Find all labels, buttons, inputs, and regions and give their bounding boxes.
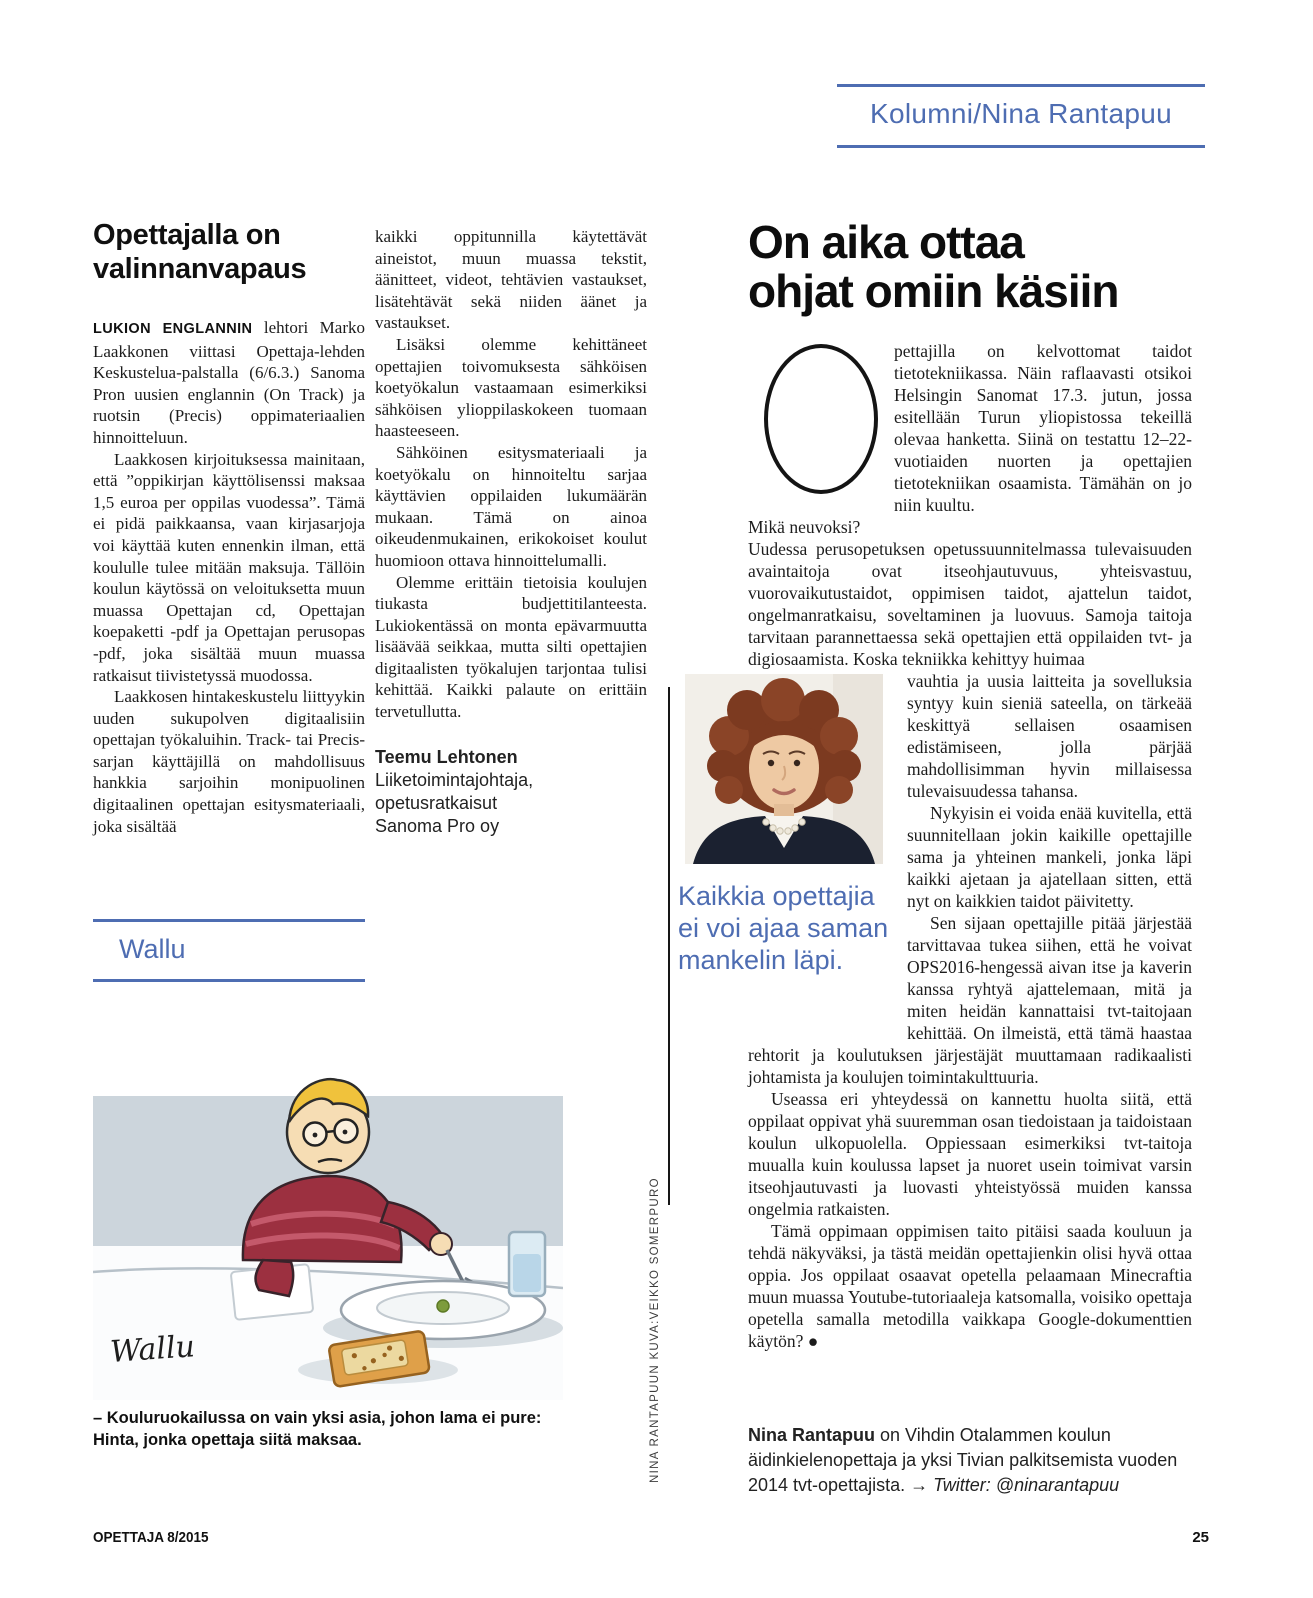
- left-article-paragraph: Olemme erittäin tietoisia koulujen tiukasta budjettitilanteesta. Lukiokentässä on monta epävarmuutta lisäävää seikkaa, mutta silti opettajien digitaalisten työkalujen tarjontaa tulisi kehittää. Kaikki palaute on erittäin tervetullutta.: [375, 572, 647, 722]
- paragraph-text: lehtori Marko Laakkonen viittasi Opettaja-lehden Keskustelua-palstalla (6/6.3.) Sanoma Pron uusien englannin (On Track) ja ruotsin (Precis) oppimateriaalien hinnoitteluun.: [93, 318, 366, 447]
- magazine-issue-label: OPETTAJA 8/2015: [93, 1529, 209, 1546]
- title-line: On aika ottaa: [748, 216, 1024, 268]
- signature-block: [375, 746, 647, 838]
- dropcap-o: [764, 344, 878, 494]
- wallu-label: Wallu: [119, 934, 186, 964]
- man-arm: [256, 1260, 294, 1296]
- author-bio: [748, 1423, 1200, 1498]
- page-number: 25: [1192, 1529, 1209, 1546]
- column-article-title: [748, 218, 1192, 316]
- column-paragraph: pettajilla on kelvottomat taidot tietotekniikassa. Näin raflaavasti otsikoi Helsingin Sanomat 17.3. jutun, jossa esitellään Turun yliopistossa tekeillä olevaa hanketta. Siinä on testattu 12–22-vuotiaiden nuorten ja opettajien tietotekniikan osaamista. Tämähän on jo niin kuultu.: [894, 341, 1192, 515]
- dropcap-section: [678, 340, 1192, 538]
- glasses-bridge: [326, 1131, 335, 1132]
- man-eye: [343, 1130, 348, 1135]
- kicker-label: Kolumni/Nina Rantapuu: [869, 98, 1173, 129]
- bio-text: on Vihdin Otalammen koulun äidinkielenopettaja ja yksi Tivian palkitsemista vuoden 2014 tvt-opettajista.: [748, 1425, 1178, 1495]
- wallu-section-header: [93, 919, 365, 982]
- signature-line: opetusratkaisut: [375, 792, 498, 813]
- cartoon-caption: [93, 1407, 563, 1451]
- bio-author-name: Nina Rantapuu: [748, 1425, 876, 1445]
- signature-line: Liiketoimintajohtaja,: [375, 769, 534, 790]
- left-article-column-2: [375, 226, 647, 838]
- column-paragraph: Sen sijaan opettajille pitää järjestää tarvittavaa tukea siihen, että he voivat OPS2016-hengessä aivan itse ja kaverin kanssa ryhtyä ajattelemaan, mitä ja miten heidän kannattaisi tvt-taitojaan kehittää. On ilmeistä, että tämä haastaa rehtorit ja koulutuksen järjestäjät muuttamaan radikaalisti johtamista ja koulujen toimintakulttuuria.: [748, 913, 1192, 1087]
- left-article-title: Opettajalla on valinnanvapaus: [93, 219, 307, 285]
- cartoonist-signature: Wallu: [109, 1329, 196, 1370]
- arrow-icon: →: [910, 1475, 934, 1495]
- left-article-paragraph: kaikki oppitunnilla käytettävät aineistot, muun muassa tekstit, äänitteet, videot, tehtävien vastaukset, lisätehtävät sekä niiden äänet ja vastaukset.: [375, 227, 647, 333]
- left-article-paragraph: Laakkosen kirjoituksessa mainitaan, että ”oppikirjan käyttölisenssi maksaa 1,5 euroa per oppilas vuodessa”. Tämä ei pidä paikkaansa, vaan kirjasarjoja voi käyttää kuten ennenkin ilman, että koululle tulee mitään maksuja. Tällöin koulun käytössä on veloituksetta muun muassa Opettajan cd, Opettajan koepaketti -pdf ja Opettajan perusopas -pdf, joka sisältää muun muassa ratkaisut tiivistetyssä muodossa.: [93, 449, 365, 685]
- pull-quote: Kaikkia opettajia ei voi ajaa saman mankelin läpi.: [678, 881, 889, 975]
- caption-line: Hinta, jonka opettaja siitä maksaa.: [93, 1431, 362, 1449]
- column-article: [678, 218, 1192, 1352]
- column-paragraph: Tämä oppimaan oppimisen taito pitäisi saada kouluun ja tehdä näkyväksi, ja tästä meidän opettajienkin olisi hyvä ottaa oppia. Jos oppilaat osaavat opetella pelaamaan Minecraftia muun muassa Youtube-tutoriaaleja katsomalla, voisiko opettaja opetella samalla metodilla vaikkapa Google-dokumenttien käytön? ●: [748, 1221, 1192, 1351]
- left-article-paragraph: [93, 317, 365, 449]
- man-eye: [313, 1133, 318, 1138]
- water: [513, 1254, 541, 1292]
- left-article-paragraph: Lisäksi olemme kehittäneet opettajien toivomuksesta sähköisen koetyökalun vastaamaan esimerkiksi sähköisen ylioppilaskokeen tuomaan haasteeseen.: [375, 334, 647, 441]
- column-paragraph: Mikä neuvoksi?: [748, 517, 861, 537]
- signature-line: Sanoma Pro oy: [375, 815, 500, 836]
- column-kicker: [837, 84, 1205, 148]
- pea: [437, 1300, 449, 1312]
- lead-in-words: LUKION ENGLANNIN: [93, 321, 253, 337]
- left-article-paragraph: Laakkosen hintakeskustelu liittyykin uuden sukupolven digitaalisiin opettajan työkaluihin. Track- tai Precis-sarjan käyttäjillä on mahdollisuus hankkia sarjoihin monipuolinen digitaalinen opettajan esitysmateriaali, joka sisältää: [93, 687, 365, 836]
- signature-name: Teemu Lehtonen: [375, 746, 518, 767]
- column-paragraph: Nykyisin ei voida enää kuvitella, että suunnitellaan jokin kaikille opettajille sama ja yhteinen mankeli, jonka läpi kaikki ajetaan ja ajatellaan sitten, että nyt on kaikkien taidot päivitetty.: [907, 803, 1192, 911]
- portrait-figure: [678, 674, 893, 1036]
- left-article-paragraph: Sähköinen esitysmateriaali ja koetyökalu on hinnoiteltu sarjaa käyttävien oppilaiden lukumäärän mukaan. Tämä on ainoa oikeudenmukainen, erikokoiset koulut huomioon ottava hinnoittelumalli.: [375, 442, 647, 570]
- nina-rantapuu-photo: [685, 674, 883, 864]
- bio-twitter-handle: Twitter: @ninarantapuu: [933, 1475, 1120, 1495]
- vertical-divider: [668, 687, 670, 1205]
- left-article-column-1: [93, 317, 365, 837]
- photo-credit: NINA RANTAPUUN KUVA:VEIKKO SOMERPURO: [649, 1177, 661, 1483]
- column-paragraph: vauhtia ja uusia laitteita ja sovelluksia syntyy kuin sieniä sateella, on tärkeää keskittyä sellaisen osaamisen edistämiseen, jolla pärjää mahdollisimman hyvin millaisessa tulevaisuudessa tahansa.: [907, 671, 1192, 801]
- caption-line: – Kouluruokailussa on vain yksi asia, johon lama ei pure:: [93, 1409, 542, 1427]
- column-paragraph: Uudessa perusopetuksen opetussuunnitelmassa tulevaisuuden avaintaitoja ovat itseohjautuvuus, yhteisvastuu, vuorovaikutustaidot, oppimisen taidot, ajattelun taidot, ongelmanratkaisu, soveltaminen ja luovuus. Samoja taitoja tarvitaan parannettaessa sekä opettajien että oppilaiden tvt- ja digiosaamista. Koska tekniikka kehittyy huimaa: [748, 539, 1192, 669]
- title-line: ohjat omiin käsiin: [748, 265, 1119, 317]
- column-paragraph: Useassa eri yhteydessä on kannettu huolta siitä, että oppilaat oppivat yhä suuremman osan tiedoistaan ja taidoistaan koulun ulkopuolella. Oppiessaan esimerkiksi tvt-taitoja muualla kuin koulussa lapset ja nuoret usein toimivat varsin itseohjautuvasti ja luovasti yhteistyössä muiden kanssa ongelmia ratkaisten.: [748, 1089, 1192, 1219]
- wallu-cartoon-illustration: [93, 1010, 563, 1400]
